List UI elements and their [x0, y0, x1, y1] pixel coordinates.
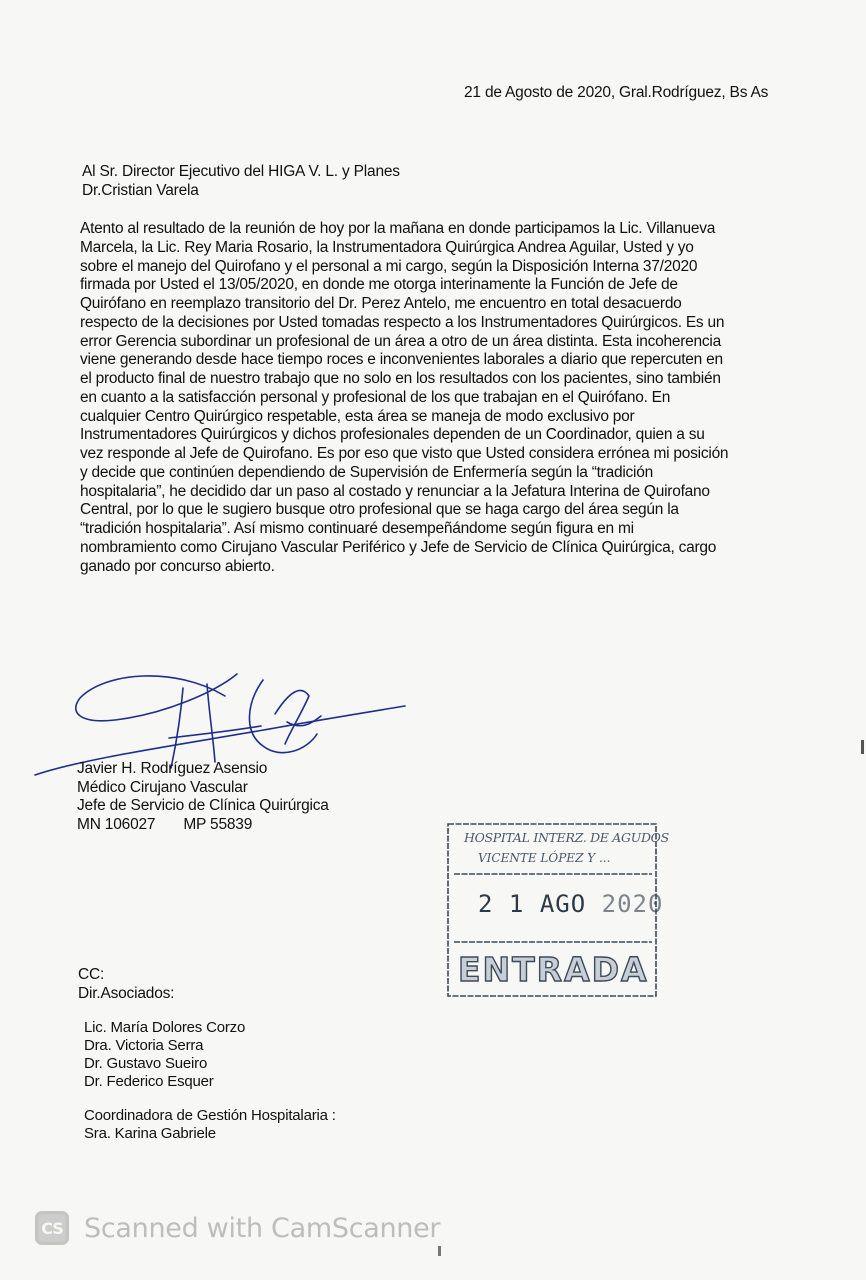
cc-associates-list: [84, 1019, 245, 1091]
body-line: Instrumentadores Quirúrgicos y dichos profesionales dependen de un Coordinador, quien a su: [80, 426, 705, 444]
body-line: Central, por lo que le sugiero busque otro profesional que se haga cargo del área según la: [80, 501, 679, 519]
signer-mp: MP 55839: [183, 815, 253, 833]
watermark-text: Scanned with CamScanner: [84, 1212, 441, 1244]
cc-label: CC:: [78, 966, 105, 983]
stamp-year: 2020: [601, 890, 664, 918]
signer-name: Javier H. Rodríguez Asensio: [77, 760, 268, 777]
body-line: error Gerencia subordinar un profesional de un área a otro de un área distinta. Esta incoherencia: [80, 332, 721, 350]
signer-block: [77, 760, 329, 834]
stamp-hospital-location: VICENTE LÓPEZ Y ...: [478, 851, 611, 865]
signer-title: Médico Cirujano Vascular: [77, 778, 248, 796]
camscanner-logo-icon: CS: [35, 1211, 69, 1245]
stamp-month: AGO: [539, 890, 587, 918]
stamp-date: [478, 890, 663, 918]
scan-edge-mark: [861, 740, 864, 754]
cc-group-label: Dir.Asociados:: [78, 984, 175, 1002]
body-line: viene generando desde hace tiempo roces e inconvenientes laborales a diario que repercuten en: [80, 351, 723, 369]
coordinator-label: Coordinadora de Gestión Hospitalaria :: [84, 1107, 336, 1124]
body-line: y decide que continúen dependiendo de Supervisión de Enfermería según la “tradición: [80, 463, 653, 481]
camscanner-watermark: [35, 1211, 440, 1245]
body-line: Marcela, la Lic. Rey Maria Rosario, la Instrumentadora Quirúrgica Andrea Aguilar, Usted y yo: [80, 238, 694, 256]
list-item: Lic. María Dolores Corzo: [84, 1019, 246, 1036]
list-item: Dr. Gustavo Sueiro: [84, 1055, 208, 1072]
body-line: respecto de la decisiones por Usted tomadas respecto a los Instrumentadores Quirúrgicos. Es un: [80, 313, 725, 331]
body-line: firmada por Usted el 13/05/2020, en donde me otorga interinamente la Función de Jefe de: [80, 276, 678, 294]
body-line: nombramiento como Cirujano Vascular Periférico y Jefe de Servicio de Clínica Quirúrgica, cargo: [80, 538, 717, 556]
body-line: hospitalaria”, he decidido dar un paso al costado y renunciar a la Jefatura Interina de Quirofano: [80, 482, 710, 500]
cc-block: [78, 966, 174, 1003]
body-line: ganado por concurso abierto.: [80, 557, 275, 575]
letter-body: [80, 220, 800, 576]
coordinator-name: Sra. Karina Gabriele: [84, 1125, 216, 1142]
signer-mn: MN 106027: [77, 815, 156, 833]
list-item: Dra. Victoria Serra: [84, 1037, 204, 1054]
body-line: vez responde al Jefe de Quirofano. Es por eso que visto que Usted considera errónea mi posición: [80, 445, 729, 462]
body-line: cualquier Centro Quirúrgico respetable, esta área se maneja de modo exclusivo por: [80, 407, 635, 425]
signer-registration: [77, 816, 329, 835]
recipient-name: Dr.Cristian Varela: [82, 182, 199, 199]
recipient-block: [82, 162, 400, 200]
letter-date: 21 de Agosto de 2020, Gral.Rodríguez, Bs As: [464, 84, 769, 101]
recipient-line: Al Sr. Director Ejecutivo del HIGA V. L. y Planes: [82, 163, 400, 180]
cc-coordinator: [84, 1107, 336, 1143]
body-line: Quirófano en reemplazo transitorio del Dr. Perez Antelo, me encuentro en total desacuerdo: [80, 295, 682, 312]
signer-position: Jefe de Servicio de Clínica Quirúrgica: [77, 797, 329, 814]
stamp-hospital-name: HOSPITAL INTERZ. DE AGUDOS: [464, 830, 669, 845]
body-line: “tradición hospitalaria”. Así mismo continuaré desempeñándome según figura en mi: [80, 520, 634, 537]
body-line: Atento al resultado de la reunión de hoy por la mañana en donde participamos la Lic. Villanueva: [80, 220, 716, 237]
stamp-entrada-label: ENTRADA: [458, 950, 649, 989]
scan-stray-mark: [438, 1246, 441, 1256]
body-line: sobre el manejo del Quirofano y el personal a mi cargo, según la Disposición Interna 37/2020: [80, 257, 698, 275]
body-line: en cuanto a la satisfacción personal y profesional de los que trabajan en el Quirófano. En: [80, 388, 671, 406]
body-line: el producto final de nuestro trabajo que no solo en los resultados con los pacientes, sino también: [80, 370, 721, 387]
stamp-day: 2 1: [478, 890, 525, 918]
list-item: Dr. Federico Esquer: [84, 1073, 214, 1090]
entry-stamp: [444, 818, 669, 998]
